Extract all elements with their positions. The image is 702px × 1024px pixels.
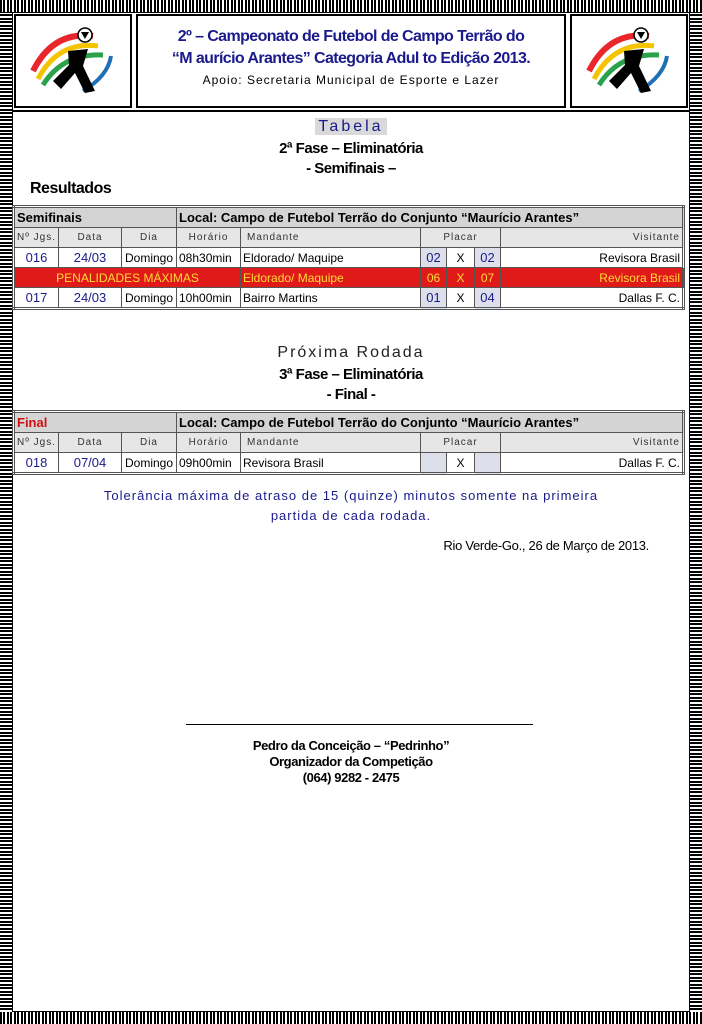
col-away: Visitante: [501, 433, 684, 453]
away-score: 04: [475, 288, 501, 309]
local-label: Local: Campo de Futebol Terrão do Conjunto “Maurício Arantes”: [177, 412, 684, 433]
col-score: Placar: [421, 228, 501, 248]
phase3-title: 3ª Fase – Eliminatória: [279, 366, 423, 383]
phase3-subtitle: - Final -: [326, 386, 376, 403]
col-home: Mandante: [241, 228, 421, 248]
game-time: 09h00min: [177, 453, 241, 474]
away-team: Dallas F. C.: [501, 288, 684, 309]
away-team: Revisora Brasil: [501, 268, 684, 288]
tolerance-line-2: partida de cada rodada.: [270, 508, 432, 523]
home-team: Eldorado/ Maquipe: [241, 268, 421, 288]
logo-right: [570, 14, 688, 108]
game-date: 07/04: [59, 453, 122, 474]
title-line-2: “M aurício Arantes” Categoria Adul to Edição 2013.: [171, 50, 531, 67]
table-row: [14, 248, 684, 268]
support-text: Apoio: Secretaria Municipal de Esporte e Lazer: [202, 73, 500, 87]
col-num: Nº Jgs.: [14, 433, 59, 453]
table-header-row: [14, 207, 684, 228]
tabela-heading: [0, 118, 702, 136]
away-score: 02: [475, 248, 501, 268]
signature-role: Organizador da Competição: [269, 754, 433, 769]
versus-mark: X: [447, 288, 475, 309]
versus-mark: X: [447, 248, 475, 268]
phase2-subtitle: - Semifinais –: [306, 160, 396, 177]
game-day: Domingo: [122, 453, 177, 474]
game-number: 016: [14, 248, 59, 268]
date-place: Rio Verde-Go., 26 de Março de 2013.: [443, 538, 649, 553]
table-header-row: [14, 412, 684, 433]
phase2-title: 2ª Fase – Eliminatória: [279, 140, 423, 157]
versus-mark: X: [447, 268, 475, 288]
tolerance-line-1: Tolerância máxima de atraso de 15 (quinze) minutos somente na primeira: [103, 488, 599, 503]
home-team: Revisora Brasil: [241, 453, 421, 474]
game-time: 10h00min: [177, 288, 241, 309]
local-label: Local: Campo de Futebol Terrão do Conjunto “Maurício Arantes”: [177, 207, 684, 228]
home-team: Bairro Martins: [241, 288, 421, 309]
tabela-label: Tabela: [315, 118, 386, 135]
game-number: 017: [14, 288, 59, 309]
next-round-heading: Próxima Rodada: [277, 344, 425, 361]
signature-phone: (064) 9282 - 2475: [302, 770, 400, 785]
home-team: Eldorado/ Maquipe: [241, 248, 421, 268]
title-line-1: 2º – Campeonato de Futebol de Campo Terrão do: [177, 28, 525, 45]
game-day: Domingo: [122, 288, 177, 309]
table-row: [14, 453, 684, 474]
final-table: [12, 410, 685, 475]
home-score: 06: [421, 268, 447, 288]
table-row: [14, 288, 684, 309]
title-box: [136, 14, 566, 108]
game-day: Domingo: [122, 248, 177, 268]
col-away: Visitante: [501, 228, 684, 248]
signature-line: [186, 724, 533, 725]
home-score: [421, 453, 447, 474]
stage-label: Final: [14, 412, 177, 433]
column-header-row: [14, 433, 684, 453]
football-logo-icon: [23, 21, 123, 101]
col-day: Dia: [122, 433, 177, 453]
penalty-label: PENALIDADES MÁXIMAS: [14, 268, 241, 288]
col-home: Mandante: [241, 433, 421, 453]
col-num: Nº Jgs.: [14, 228, 59, 248]
game-date: 24/03: [59, 288, 122, 309]
game-number: 018: [14, 453, 59, 474]
home-score: 02: [421, 248, 447, 268]
game-time: 08h30min: [177, 248, 241, 268]
col-date: Data: [59, 433, 122, 453]
col-date: Data: [59, 228, 122, 248]
col-time: Horário: [177, 433, 241, 453]
header: [12, 12, 690, 112]
tolerance-note: [0, 486, 702, 526]
away-score: [475, 453, 501, 474]
logo-left: [14, 14, 132, 108]
col-score: Placar: [421, 433, 501, 453]
game-date: 24/03: [59, 248, 122, 268]
col-day: Dia: [122, 228, 177, 248]
away-score: 07: [475, 268, 501, 288]
penalty-row: [14, 268, 684, 288]
stage-label: Semifinais: [14, 207, 177, 228]
away-team: Revisora Brasil: [501, 248, 684, 268]
home-score: 01: [421, 288, 447, 309]
semifinal-table: [12, 205, 685, 310]
versus-mark: X: [447, 453, 475, 474]
signature-name: Pedro da Conceição – “Pedrinho”: [252, 738, 450, 753]
football-logo-icon: [579, 21, 679, 101]
column-header-row: [14, 228, 684, 248]
col-time: Horário: [177, 228, 241, 248]
away-team: Dallas F. C.: [501, 453, 684, 474]
resultados-heading: Resultados: [30, 180, 112, 197]
